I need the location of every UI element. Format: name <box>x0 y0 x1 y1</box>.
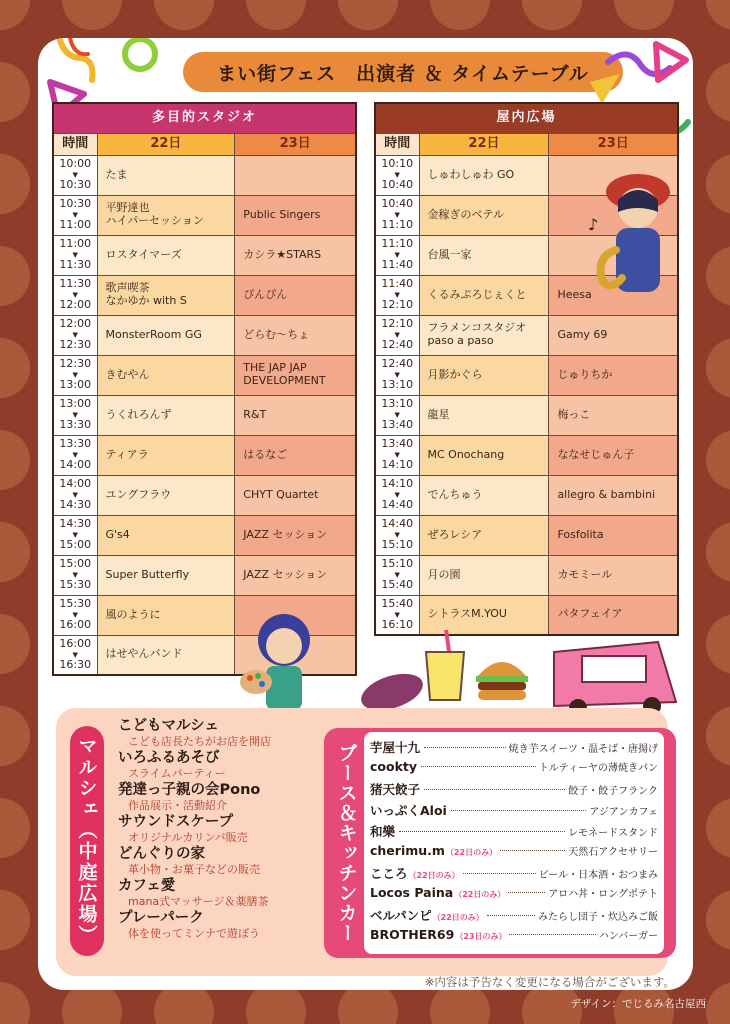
col-time: 時間 <box>375 133 419 155</box>
arrow-down-icon: ▼ <box>72 610 78 619</box>
start-time: 15:00 <box>59 557 92 571</box>
performer-day22: うくれろんず <box>97 395 235 435</box>
saxophone-player-illustration <box>586 160 686 310</box>
timetable-row <box>53 435 356 475</box>
end-time: 14:00 <box>59 458 92 472</box>
time-cell <box>53 355 97 395</box>
background-dot <box>0 522 30 582</box>
booth-date-note: （22日のみ） <box>432 913 484 922</box>
time-cell <box>375 155 419 195</box>
performer-day23 <box>235 155 356 195</box>
marche-item-name: こどもマルシェ <box>118 718 219 734</box>
booth-item <box>370 927 658 948</box>
background-dot <box>706 798 730 858</box>
booth-desc: 焼き芋スイーツ・温そば・唐揚げ <box>508 744 658 755</box>
end-time: 11:00 <box>59 218 92 232</box>
col-day22: 22日 <box>419 133 549 155</box>
background-dot <box>62 0 122 30</box>
arrow-down-icon: ▼ <box>394 370 400 379</box>
performer-day22: フラメンコスタジオ paso a paso <box>419 315 549 355</box>
background-dot <box>0 338 30 398</box>
end-time: 11:10 <box>381 218 414 232</box>
booth-item <box>370 822 658 843</box>
end-time: 12:30 <box>59 338 92 352</box>
time-cell <box>375 475 419 515</box>
booth-item <box>370 864 658 885</box>
marche-item-desc: 体を使ってミンナで遊ぼう <box>128 927 260 940</box>
performer-day22: 台風一家 <box>419 235 549 275</box>
performer-day22: 月影かぐら <box>419 355 549 395</box>
food-truck-illustration <box>548 632 684 720</box>
performer-day23: CHYT Quartet <box>235 475 356 515</box>
background-dot <box>246 0 306 30</box>
background-dot <box>706 154 730 214</box>
performer-day23: Fosfolita <box>549 515 678 555</box>
end-time: 12:40 <box>381 338 414 352</box>
marche-item-desc: mana式マッサージ＆薬膳茶 <box>128 895 269 908</box>
end-time: 14:40 <box>381 498 414 512</box>
booth-name: BROTHER69 <box>370 927 455 942</box>
time-cell <box>53 275 97 315</box>
arrow-down-icon: ▼ <box>72 330 78 339</box>
time-cell <box>53 195 97 235</box>
marche-item-name: プレーパーク <box>118 910 204 926</box>
booth-name: 芋屋十九 <box>370 740 421 755</box>
notice-text: ※内容は予告なく変更になる場合がございます。 <box>424 975 675 989</box>
time-cell <box>53 435 97 475</box>
arrow-down-icon: ▼ <box>394 250 400 259</box>
performer-day23: Heesa <box>549 275 678 315</box>
booth-name: 猪天餃子 <box>370 782 421 797</box>
start-time: 13:00 <box>59 397 92 411</box>
timetable-row <box>53 235 356 275</box>
time-cell <box>53 395 97 435</box>
timetable-studio <box>52 102 357 676</box>
arrow-down-icon: ▼ <box>72 450 78 459</box>
performer-day23: JAZZ セッション <box>235 515 356 555</box>
booth-name: Locos Paina <box>370 885 454 900</box>
background-dot <box>430 0 490 30</box>
end-time: 14:30 <box>59 498 92 512</box>
background-dot <box>706 890 730 950</box>
start-time: 10:00 <box>59 157 92 171</box>
marche-item <box>118 814 338 844</box>
booth-desc: アジアンカフェ <box>589 807 658 818</box>
dotted-leader <box>463 873 536 874</box>
booth-item <box>370 801 658 822</box>
performer-day22: MonsterRoom GG <box>97 315 235 355</box>
marche-item-name: カフェ愛 <box>118 878 176 894</box>
performer-day22: ぜろレシア <box>419 515 549 555</box>
end-time: 12:00 <box>59 298 92 312</box>
booth-date-note: （22日のみ） <box>408 871 460 880</box>
performer-day23: THE JAP JAP DEVELOPMENT <box>235 355 356 395</box>
arrow-down-icon: ▼ <box>394 290 400 299</box>
arrow-down-icon: ▼ <box>72 290 78 299</box>
booth-date-note: （23日のみ） <box>455 932 507 941</box>
marche-item-desc: 革小物・お菓子などの販売 <box>128 863 260 876</box>
performer-day23: JAZZ セッション <box>235 555 356 595</box>
background-dot <box>706 338 730 398</box>
performer-day22: 風のように <box>97 595 235 635</box>
svg-text:♪: ♪ <box>588 215 599 234</box>
performer-day22: 歌声喫茶 なかゆか with S <box>97 275 235 315</box>
background-dot <box>0 706 30 766</box>
performer-day23: R&T <box>235 395 356 435</box>
marche-label: マルシェ（中庭広場） <box>70 726 104 956</box>
background-dot <box>0 890 30 950</box>
arrow-down-icon: ▼ <box>394 210 400 219</box>
performer-day22: ロスタイマーズ <box>97 235 235 275</box>
time-cell <box>53 555 97 595</box>
end-time: 11:30 <box>59 258 92 272</box>
dotted-leader <box>487 915 535 916</box>
arrow-down-icon: ▼ <box>394 330 400 339</box>
col-day23: 23日 <box>549 133 678 155</box>
timetable-row <box>53 355 356 395</box>
performer-day22: G's4 <box>97 515 235 555</box>
performer-day23: はるなご <box>235 435 356 475</box>
start-time: 12:40 <box>381 357 414 371</box>
performer-day22: ユングフラウ <box>97 475 235 515</box>
performer-day23: ぴんぴん <box>235 275 356 315</box>
time-cell <box>375 195 419 235</box>
dotted-leader <box>424 789 565 790</box>
timetable-row <box>375 315 678 355</box>
marche-item <box>118 782 338 812</box>
background-dot <box>706 62 730 122</box>
booth-desc: みたらし団子・炊込みご飯 <box>538 912 658 923</box>
background-dot <box>706 982 730 1024</box>
time-cell <box>53 635 97 675</box>
booth-name: いっぷくAloi <box>370 803 447 818</box>
marche-item-desc: オリジナルカリンバ販売 <box>128 831 248 844</box>
col-day23: 23日 <box>235 133 356 155</box>
time-cell <box>375 235 419 275</box>
background-dot <box>0 798 30 858</box>
start-time: 15:10 <box>381 557 414 571</box>
time-cell <box>375 435 419 475</box>
booth-item <box>370 759 658 780</box>
booth-name: こころ <box>370 866 408 881</box>
col-time: 時間 <box>53 133 97 155</box>
performer-day23: Gamy 69 <box>549 315 678 355</box>
end-time: 16:30 <box>59 657 92 671</box>
dotted-leader <box>509 934 595 935</box>
hamburger-illustration <box>472 648 532 706</box>
performer-day22: しゅわしゅわ GO <box>419 155 549 195</box>
start-time: 12:00 <box>59 317 92 331</box>
background-dot <box>522 0 582 30</box>
arrow-down-icon: ▼ <box>72 570 78 579</box>
start-time: 15:40 <box>381 597 414 611</box>
time-cell <box>375 395 419 435</box>
timetable-row <box>375 435 678 475</box>
booth-desc: トルティーヤの薄焼きパン <box>538 763 658 774</box>
timetable-row <box>53 475 356 515</box>
background-dot <box>0 246 30 306</box>
booth-item <box>370 738 658 759</box>
background-dot <box>614 0 674 30</box>
background-dot <box>338 0 398 30</box>
start-time: 12:10 <box>381 317 414 331</box>
arrow-down-icon: ▼ <box>394 570 400 579</box>
marche-item-desc: こども店長たちがお店を開店 <box>128 735 271 748</box>
start-time: 11:30 <box>59 277 92 291</box>
start-time: 14:40 <box>381 517 414 531</box>
performer-day23: Public Singers <box>235 195 356 235</box>
end-time: 16:10 <box>381 617 414 631</box>
background-dot <box>0 154 30 214</box>
time-cell <box>53 515 97 555</box>
performer-day22: MC Onochang <box>419 435 549 475</box>
background-dot <box>706 522 730 582</box>
marche-item-desc: スライムパーティー <box>128 767 226 780</box>
end-time: 10:40 <box>381 178 414 192</box>
arrow-down-icon: ▼ <box>394 450 400 459</box>
page-title: まい街フェス 出演者 ＆ タイムテーブル <box>217 62 589 85</box>
arrow-down-icon: ▼ <box>72 410 78 419</box>
arrow-down-icon: ▼ <box>394 530 400 539</box>
end-time: 16:00 <box>59 618 92 632</box>
marche-item-name: サウンドスケープ <box>118 814 234 830</box>
time-cell <box>53 475 97 515</box>
circle-decoration <box>118 38 162 76</box>
performer-day23: カモミール <box>549 555 678 595</box>
background-dot <box>154 0 214 30</box>
performer-day23: パタフェイア <box>549 595 678 635</box>
design-credit: デザイン：でじるみ名古屋西 <box>570 998 706 1010</box>
performer-day23: allegro & bambini <box>549 475 678 515</box>
performer-day23: どらむ～ちょ <box>235 315 356 355</box>
performer-day23: カシラ★STARS <box>235 235 356 275</box>
background-dot <box>706 430 730 490</box>
time-cell <box>375 275 419 315</box>
performer-day22: シトラスM.YOU <box>419 595 549 635</box>
time-cell <box>375 555 419 595</box>
background-dot <box>0 430 30 490</box>
background-dot <box>0 614 30 674</box>
dotted-leader <box>508 892 545 893</box>
dotted-leader <box>451 810 586 811</box>
arrow-down-icon: ▼ <box>72 490 78 499</box>
arrow-down-icon: ▼ <box>72 370 78 379</box>
start-time: 11:00 <box>59 237 92 251</box>
timetable-row <box>53 155 356 195</box>
start-time: 13:30 <box>59 437 92 451</box>
marche-item <box>118 910 338 940</box>
start-time: 10:40 <box>381 197 414 211</box>
end-time: 12:10 <box>381 298 414 312</box>
timetable-row <box>53 555 356 595</box>
end-time: 14:10 <box>381 458 414 472</box>
marche-list <box>118 718 338 942</box>
col-day22: 22日 <box>97 133 235 155</box>
booth-desc: ハンバーガー <box>598 931 658 942</box>
end-time: 15:00 <box>59 538 92 552</box>
timetable-row <box>375 395 678 435</box>
background-dot <box>706 614 730 674</box>
dotted-leader <box>399 831 565 832</box>
booth-item <box>370 885 658 906</box>
dotted-leader <box>500 850 565 851</box>
booth-label: ブース＆キッチンカー <box>335 743 358 943</box>
start-time: 14:30 <box>59 517 92 531</box>
start-time: 15:30 <box>59 597 92 611</box>
booth-date-note: （22日のみ） <box>445 848 498 857</box>
end-time: 15:30 <box>59 578 92 592</box>
arrow-down-icon: ▼ <box>394 610 400 619</box>
start-time: 10:30 <box>59 197 92 211</box>
booth-section <box>324 728 676 958</box>
booth-desc: レモネードスタンド <box>568 828 658 839</box>
start-time: 10:10 <box>381 157 414 171</box>
end-time: 15:40 <box>381 578 414 592</box>
background-dot <box>706 0 730 30</box>
timetable-row <box>375 555 678 595</box>
start-time: 14:00 <box>59 477 92 491</box>
title-bar <box>183 52 623 92</box>
marche-item <box>118 846 338 876</box>
timetable-row <box>375 515 678 555</box>
lemonade-illustration <box>420 628 470 704</box>
end-time: 10:30 <box>59 178 92 192</box>
performer-day23: じゅりちか <box>549 355 678 395</box>
background-dot <box>0 982 30 1024</box>
booth-desc: アロハ丼・ロングポテト <box>548 889 658 900</box>
performer-day23: ななせじゅん子 <box>549 435 678 475</box>
end-time: 13:00 <box>59 378 92 392</box>
performer-day22: ティアラ <box>97 435 235 475</box>
booth-item <box>370 780 658 801</box>
performer-day22: 金稼ぎのベテル <box>419 195 549 235</box>
marche-item <box>118 878 338 908</box>
marche-section <box>56 708 668 976</box>
timetable-row <box>375 355 678 395</box>
arrow-down-icon: ▼ <box>72 250 78 259</box>
venue-title: 多目的スタジオ <box>53 103 356 133</box>
booth-name: cherimu.m <box>370 843 445 858</box>
performer-day22: はせやんバンド <box>97 635 235 675</box>
time-cell <box>375 515 419 555</box>
timetable-row <box>53 195 356 235</box>
venue-title: 屋内広場 <box>375 103 678 133</box>
performer-day22: くるみぷろじぇくと <box>419 275 549 315</box>
background-dot <box>706 706 730 766</box>
time-cell <box>375 315 419 355</box>
time-cell <box>53 315 97 355</box>
end-time: 11:40 <box>381 258 414 272</box>
background-dot <box>0 62 30 122</box>
start-time: 11:40 <box>381 277 414 291</box>
time-cell <box>53 235 97 275</box>
booth-desc: 天然石アクセサリー <box>568 847 658 858</box>
end-time: 13:10 <box>381 378 414 392</box>
end-time: 15:10 <box>381 538 414 552</box>
dotted-leader <box>424 747 506 748</box>
time-cell <box>53 155 97 195</box>
arrow-down-icon: ▼ <box>394 170 400 179</box>
end-time: 13:30 <box>59 418 92 432</box>
marche-item <box>118 718 338 748</box>
marche-item <box>118 750 338 780</box>
start-time: 14:10 <box>381 477 414 491</box>
marche-item-name: どんぐりの家 <box>118 846 205 862</box>
flyer-sheet <box>38 38 693 990</box>
performer-day22: Super Butterfly <box>97 555 235 595</box>
arrow-down-icon: ▼ <box>72 650 78 659</box>
booth-name: ベルパンピ <box>370 908 432 923</box>
booth-item <box>370 843 658 864</box>
start-time: 13:10 <box>381 397 414 411</box>
performer-day22: 月の園 <box>419 555 549 595</box>
arrow-down-icon: ▼ <box>72 170 78 179</box>
booth-item <box>370 906 658 927</box>
marche-item-name: いろふるあそび <box>118 750 220 766</box>
timetable-row <box>53 315 356 355</box>
arrow-down-icon: ▼ <box>394 410 400 419</box>
background-dot <box>0 0 30 30</box>
booth-name: cookty <box>370 759 418 774</box>
performer-day22: 龍星 <box>419 395 549 435</box>
booth-list <box>364 732 664 954</box>
arrow-down-icon: ▼ <box>72 210 78 219</box>
start-time: 13:40 <box>381 437 414 451</box>
performer-day22: きむやん <box>97 355 235 395</box>
start-time: 12:30 <box>59 357 92 371</box>
arrow-down-icon: ▼ <box>394 490 400 499</box>
time-cell <box>375 595 419 635</box>
marche-item-desc: 作品展示・活動紹介 <box>128 799 227 812</box>
booth-date-note: （22日のみ） <box>454 890 506 899</box>
background-dot <box>706 246 730 306</box>
booth-name: 和樂 <box>370 824 396 839</box>
timetable-row <box>53 395 356 435</box>
performer-day23: 梅っこ <box>549 395 678 435</box>
end-time: 13:40 <box>381 418 414 432</box>
timetable-row <box>53 515 356 555</box>
timetable-row <box>53 275 356 315</box>
time-cell <box>53 595 97 635</box>
performer-day22: でんちゅう <box>419 475 549 515</box>
marche-item-name: 発達っ子親の会Pono <box>118 782 261 798</box>
start-time: 16:00 <box>59 637 92 651</box>
time-cell <box>375 355 419 395</box>
performer-day22: 平野達也 ハイパーセッション <box>97 195 235 235</box>
start-time: 11:10 <box>381 237 414 251</box>
arrow-down-icon: ▼ <box>72 530 78 539</box>
booth-desc: ビール・日本酒・おつまみ <box>538 870 658 881</box>
dotted-leader <box>421 766 536 767</box>
timetable-row <box>375 475 678 515</box>
booth-desc: 餃子・餃子フランク <box>568 786 658 797</box>
performer-day22: たま <box>97 155 235 195</box>
